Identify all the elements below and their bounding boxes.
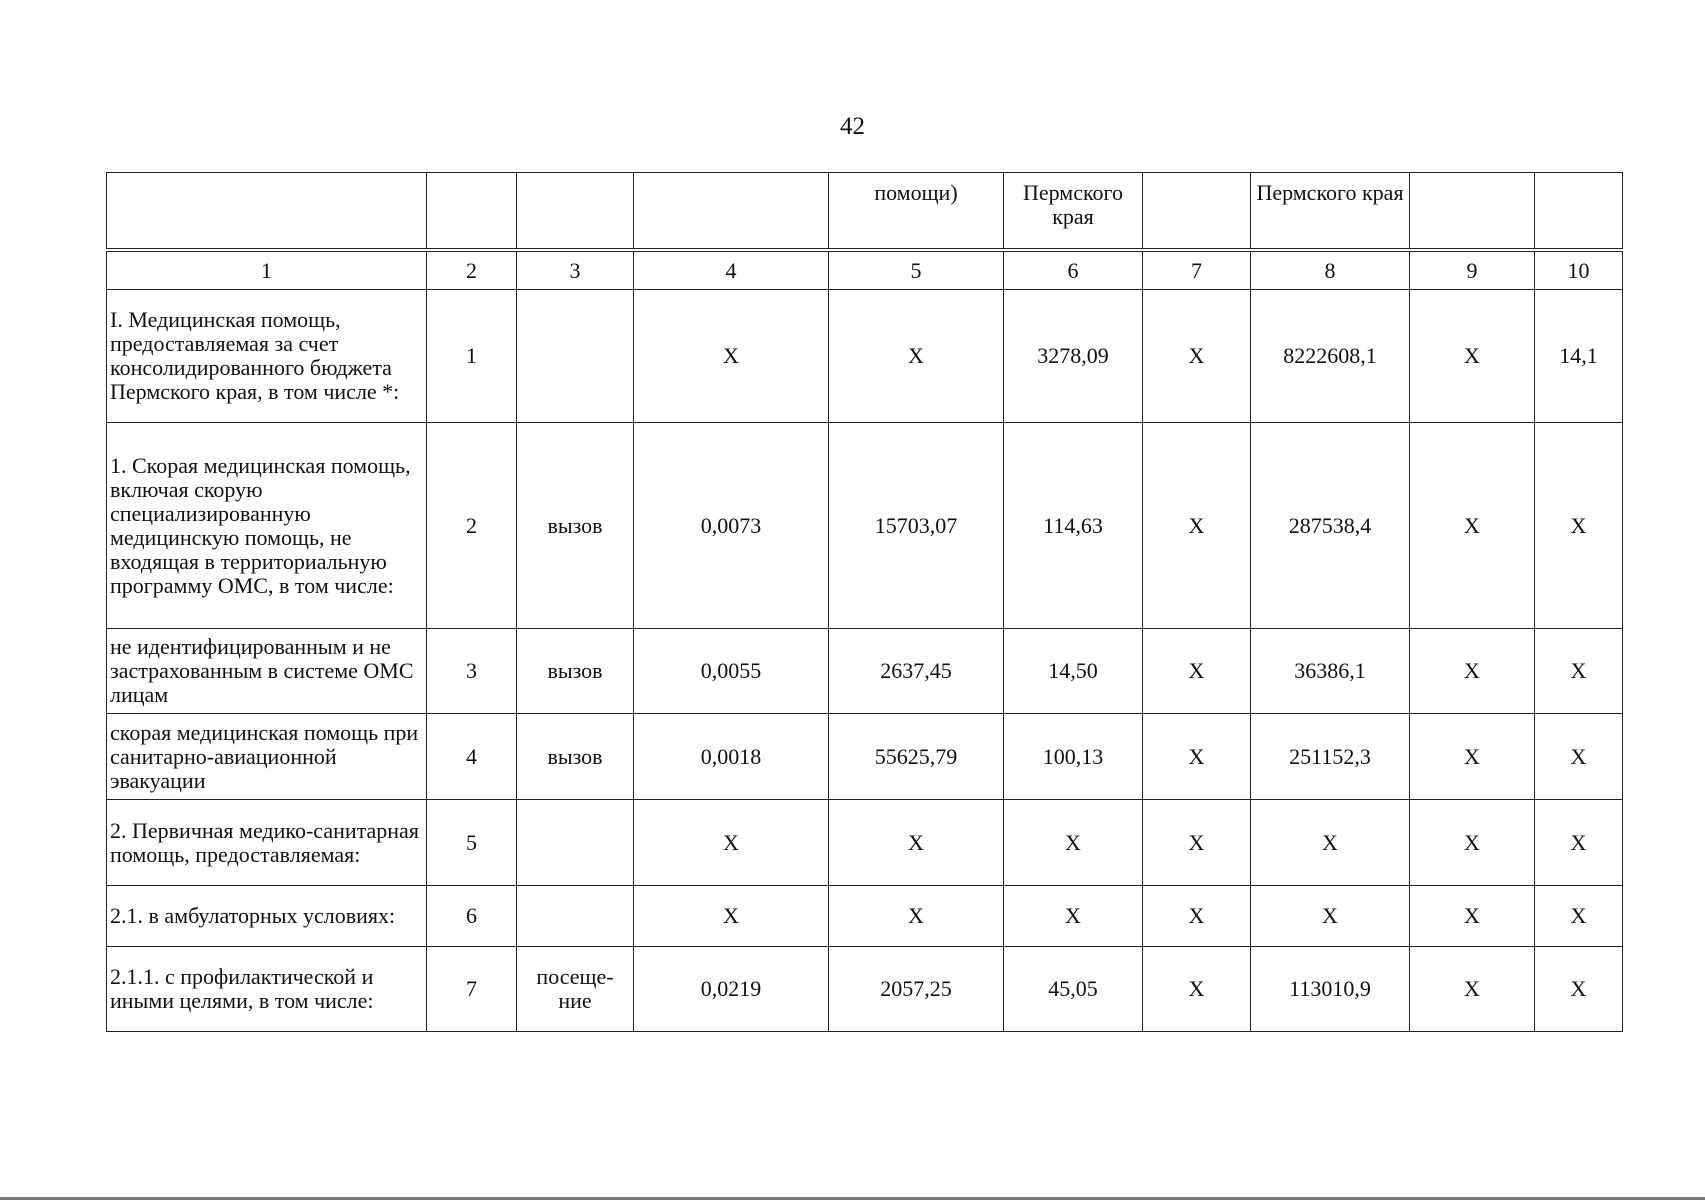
row-cell: X: [634, 290, 829, 423]
row-cell: X: [1251, 800, 1410, 886]
row-cell: X: [1410, 629, 1535, 714]
table-row: [107, 290, 1623, 423]
column-number: 9: [1410, 252, 1535, 290]
row-cell: X: [829, 800, 1004, 886]
row-cell: X: [634, 800, 829, 886]
header-continuation-table: [106, 172, 1623, 249]
row-name: 1. Скорая медицинская помощь, включая скорую специализированную медицинскую помощь, не входящая в территориальную программу ОМС, в том числе:: [107, 423, 427, 629]
row-unit: вызов: [517, 714, 634, 800]
table-row: [107, 886, 1623, 947]
table-row: [107, 423, 1623, 629]
row-cell: 114,63: [1004, 423, 1143, 629]
row-cell: 0,0073: [634, 423, 829, 629]
row-cell: X: [1251, 886, 1410, 947]
row-cell: X: [1535, 629, 1623, 714]
row-cell: X: [1410, 800, 1535, 886]
row-name: 2.1. в амбулаторных условиях:: [107, 886, 427, 947]
row-cell: X: [1143, 800, 1251, 886]
column-number: 8: [1251, 252, 1410, 290]
header-row: [107, 173, 1623, 249]
row-cell: X: [1535, 714, 1623, 800]
row-cell: 3278,09: [1004, 290, 1143, 423]
row-name: 2. Первичная медико-санитарная помощь, предоставляемая:: [107, 800, 427, 886]
header-cell: [634, 173, 829, 249]
row-cell: 45,05: [1004, 947, 1143, 1032]
header-cell: [1535, 173, 1623, 249]
row-cell: X: [829, 290, 1004, 423]
column-number: 4: [634, 252, 829, 290]
row-cell: X: [1410, 290, 1535, 423]
column-number: 1: [107, 252, 427, 290]
header-cell: [517, 173, 634, 249]
row-line-number: 4: [427, 714, 517, 800]
row-cell: X: [1410, 423, 1535, 629]
row-unit: вызов: [517, 423, 634, 629]
table-row: [107, 800, 1623, 886]
row-cell: X: [1143, 423, 1251, 629]
column-number: 5: [829, 252, 1004, 290]
row-cell: X: [1535, 423, 1623, 629]
header-cell: [1410, 173, 1535, 249]
row-unit: [517, 886, 634, 947]
row-cell: 14,50: [1004, 629, 1143, 714]
header-cell: Пермского края: [1251, 173, 1410, 249]
row-name: скорая медицинская помощь при санитарно-авиационной эвакуации: [107, 714, 427, 800]
row-unit: [517, 290, 634, 423]
header-cell: [1143, 173, 1251, 249]
row-line-number: 1: [427, 290, 517, 423]
row-cell: X: [1143, 714, 1251, 800]
row-cell: X: [1143, 290, 1251, 423]
row-cell: X: [1410, 947, 1535, 1032]
row-line-number: 6: [427, 886, 517, 947]
row-cell: 55625,79: [829, 714, 1004, 800]
column-number-row: [107, 252, 1623, 290]
row-cell: 36386,1: [1251, 629, 1410, 714]
row-name: не идентифицированным и не застрахованным в системе ОМС лицам: [107, 629, 427, 714]
row-name: 2.1.1. с профилактической и иными целями, в том числе:: [107, 947, 427, 1032]
row-unit: [517, 800, 634, 886]
row-cell: X: [1004, 800, 1143, 886]
row-cell: X: [1535, 947, 1623, 1032]
table-row: [107, 947, 1623, 1032]
row-unit: вызов: [517, 629, 634, 714]
row-cell: X: [634, 886, 829, 947]
row-cell: 8222608,1: [1251, 290, 1410, 423]
row-cell: 0,0018: [634, 714, 829, 800]
row-cell: X: [1535, 800, 1623, 886]
data-table: [106, 251, 1623, 1032]
column-number: 7: [1143, 252, 1251, 290]
row-cell: 0,0219: [634, 947, 829, 1032]
header-cell: Пермского края: [1004, 173, 1143, 249]
row-cell: 15703,07: [829, 423, 1004, 629]
column-number: 10: [1535, 252, 1623, 290]
row-cell: 113010,9: [1251, 947, 1410, 1032]
row-cell: 2637,45: [829, 629, 1004, 714]
row-cell: X: [1143, 947, 1251, 1032]
row-cell: 100,13: [1004, 714, 1143, 800]
table-row: [107, 714, 1623, 800]
row-name: I. Медицинская помощь, предоставляемая за счет консолидированного бюджета Пермского края, в том числе *:: [107, 290, 427, 423]
column-number: 6: [1004, 252, 1143, 290]
row-line-number: 5: [427, 800, 517, 886]
table-row: [107, 629, 1623, 714]
row-cell: X: [1410, 886, 1535, 947]
column-number: 2: [427, 252, 517, 290]
row-cell: X: [1410, 714, 1535, 800]
page-number: 42: [840, 113, 865, 140]
row-line-number: 2: [427, 423, 517, 629]
row-cell: X: [829, 886, 1004, 947]
row-cell: 0,0055: [634, 629, 829, 714]
row-unit: посеще-ние: [517, 947, 634, 1032]
row-cell: 251152,3: [1251, 714, 1410, 800]
header-cell: помощи): [829, 173, 1004, 249]
row-line-number: 3: [427, 629, 517, 714]
row-line-number: 7: [427, 947, 517, 1032]
row-cell: X: [1004, 886, 1143, 947]
header-cell: [427, 173, 517, 249]
column-number: 3: [517, 252, 634, 290]
row-cell: 14,1: [1535, 290, 1623, 423]
row-cell: 2057,25: [829, 947, 1004, 1032]
row-cell: X: [1143, 629, 1251, 714]
row-cell: 287538,4: [1251, 423, 1410, 629]
header-cell: [107, 173, 427, 249]
row-cell: X: [1535, 886, 1623, 947]
row-cell: X: [1143, 886, 1251, 947]
